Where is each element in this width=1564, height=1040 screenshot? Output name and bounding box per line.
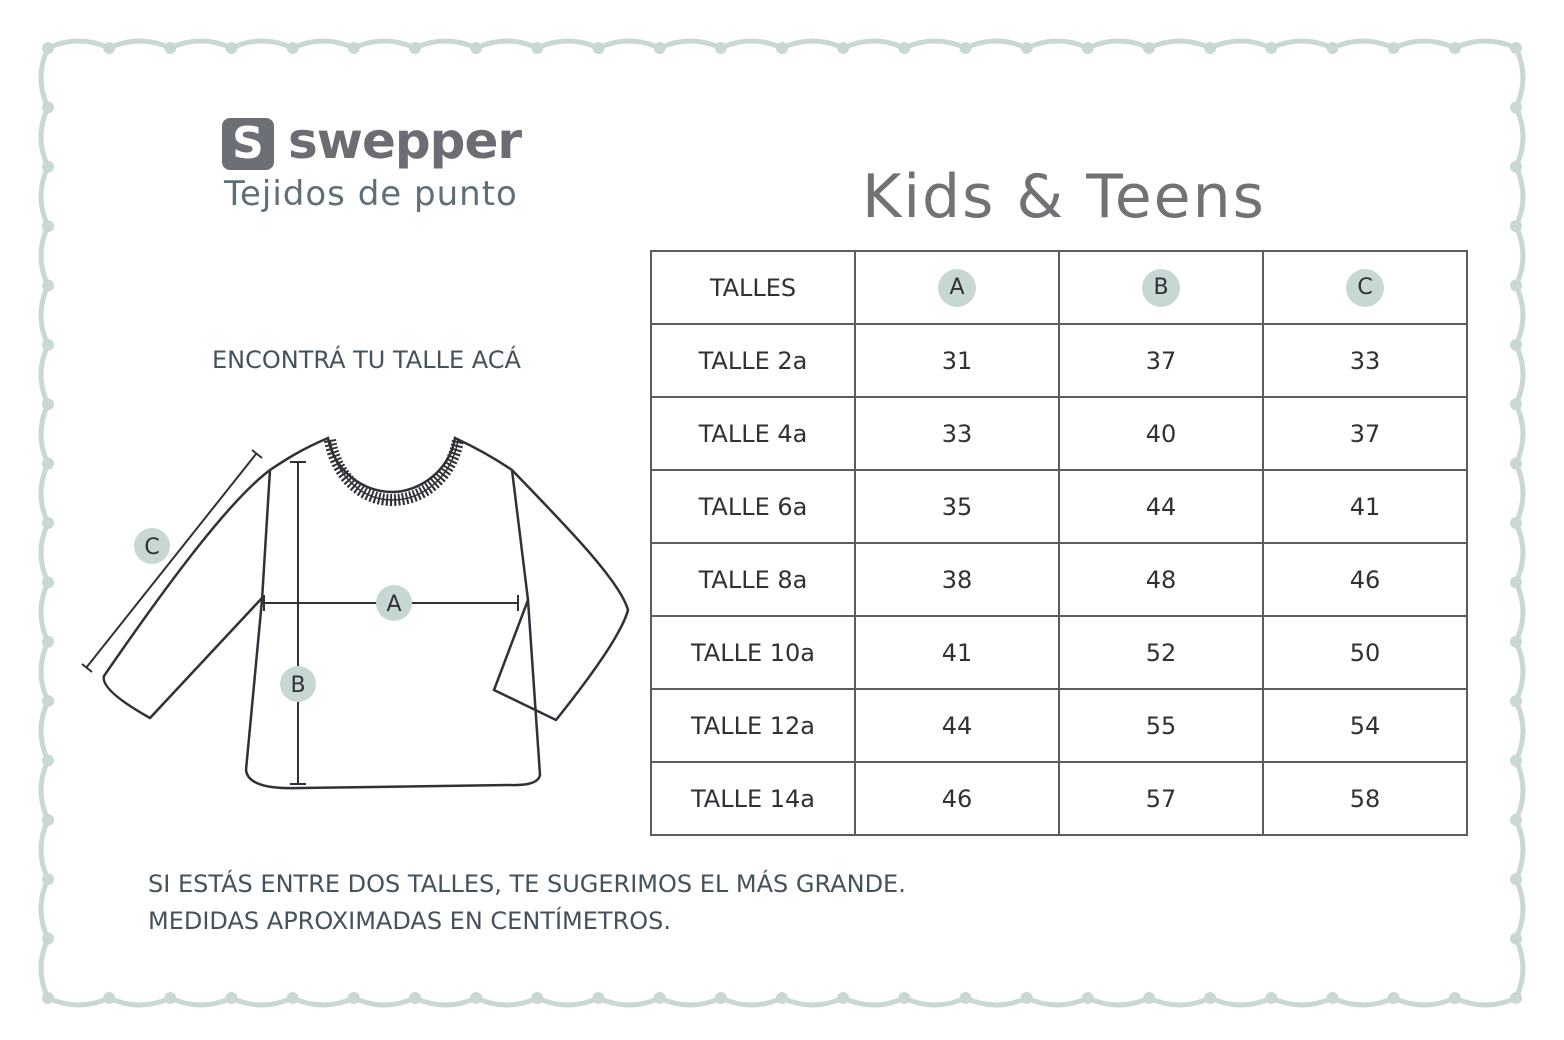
frame-dot xyxy=(42,695,54,707)
header-b-badge: B xyxy=(1142,269,1180,307)
value-c-cell: 50 xyxy=(1263,616,1467,689)
frame-dot xyxy=(1510,101,1522,113)
frame-dot xyxy=(1082,42,1094,54)
frame-dot xyxy=(42,576,54,588)
frame-dot xyxy=(776,42,788,54)
find-size-label: ENCONTRÁ TU TALLE ACÁ xyxy=(212,346,521,374)
frame-dot xyxy=(776,992,788,1004)
value-c-cell: 58 xyxy=(1263,762,1467,835)
frame-dot xyxy=(42,280,54,292)
value-a-cell: 38 xyxy=(855,543,1059,616)
value-b-cell: 44 xyxy=(1059,470,1263,543)
frame-dot xyxy=(42,42,54,54)
frame-dot xyxy=(837,42,849,54)
size-cell: TALLE 8a xyxy=(651,543,855,616)
size-cell: TALLE 10a xyxy=(651,616,855,689)
value-a-cell: 31 xyxy=(855,324,1059,397)
value-c-cell: 41 xyxy=(1263,470,1467,543)
value-c-cell: 54 xyxy=(1263,689,1467,762)
frame-dot xyxy=(164,42,176,54)
frame-dot xyxy=(103,42,115,54)
frame-dot xyxy=(1204,992,1216,1004)
frame-dot xyxy=(1143,992,1155,1004)
frame-dot xyxy=(1510,695,1522,707)
size-cell: TALLE 12a xyxy=(651,689,855,762)
frame-dot xyxy=(348,42,360,54)
frame-dot xyxy=(42,101,54,113)
table-row xyxy=(651,324,1467,397)
frame-dot xyxy=(1082,992,1094,1004)
frame-dot xyxy=(226,42,238,54)
frame-dot xyxy=(1449,42,1461,54)
frame-dot xyxy=(287,42,299,54)
frame-dot xyxy=(1510,576,1522,588)
value-c-cell: 37 xyxy=(1263,397,1467,470)
frame-dot xyxy=(1510,398,1522,410)
table-row xyxy=(651,470,1467,543)
sweater-left-sleeve xyxy=(104,470,270,718)
value-c-cell: 46 xyxy=(1263,543,1467,616)
value-a-cell: 44 xyxy=(855,689,1059,762)
table-row xyxy=(651,616,1467,689)
frame-dot xyxy=(654,992,666,1004)
value-b-cell: 48 xyxy=(1059,543,1263,616)
frame-dot xyxy=(42,992,54,1004)
frame-dot xyxy=(1510,755,1522,767)
frame-dot xyxy=(898,42,910,54)
frame-dot xyxy=(42,517,54,529)
frame-dot xyxy=(1510,873,1522,885)
frame-dot xyxy=(1510,814,1522,826)
header-a xyxy=(855,251,1059,324)
table-row xyxy=(651,689,1467,762)
brand-subtitle: Tejidos de punto xyxy=(224,174,518,214)
note-measurements: MEDIDAS APROXIMADAS EN CENTÍMETROS. xyxy=(148,907,671,935)
frame-dot xyxy=(42,398,54,410)
frame-dot xyxy=(593,992,605,1004)
frame-dot xyxy=(715,42,727,54)
frame-dot xyxy=(226,992,238,1004)
size-cell: TALLE 6a xyxy=(651,470,855,543)
value-a-cell: 46 xyxy=(855,762,1059,835)
table-row xyxy=(651,543,1467,616)
size-cell: TALLE 2a xyxy=(651,324,855,397)
table-row xyxy=(651,762,1467,835)
frame-dot xyxy=(409,42,421,54)
value-b-cell: 52 xyxy=(1059,616,1263,689)
frame-dot xyxy=(898,992,910,1004)
value-b-cell: 57 xyxy=(1059,762,1263,835)
frame-dot xyxy=(1021,992,1033,1004)
value-a-cell: 41 xyxy=(855,616,1059,689)
header-c xyxy=(1263,251,1467,324)
frame-dot xyxy=(1510,161,1522,173)
value-b-cell: 37 xyxy=(1059,324,1263,397)
table-header-row xyxy=(651,251,1467,324)
value-a-cell: 35 xyxy=(855,470,1059,543)
frame-dot xyxy=(42,933,54,945)
frame-dot xyxy=(1388,992,1400,1004)
header-b xyxy=(1059,251,1263,324)
frame-dot xyxy=(1327,992,1339,1004)
frame-dot xyxy=(1327,42,1339,54)
frame-dot xyxy=(1510,517,1522,529)
label-a: A xyxy=(386,592,402,617)
frame-dot xyxy=(1510,636,1522,648)
frame-dot xyxy=(42,458,54,470)
frame-dot xyxy=(287,992,299,1004)
value-b-cell: 55 xyxy=(1059,689,1263,762)
frame-dot xyxy=(42,339,54,351)
frame-dot xyxy=(654,42,666,54)
frame-dot xyxy=(837,992,849,1004)
frame-dot xyxy=(42,220,54,232)
frame-dot xyxy=(164,992,176,1004)
brand-block xyxy=(222,112,542,222)
frame-dot xyxy=(348,992,360,1004)
frame-dot xyxy=(470,992,482,1004)
header-c-badge: C xyxy=(1346,269,1384,307)
frame-dot xyxy=(1449,992,1461,1004)
frame-dot xyxy=(593,42,605,54)
page-title: Kids & Teens xyxy=(862,162,1266,232)
frame-dot xyxy=(960,992,972,1004)
sweater-right-sleeve xyxy=(494,470,628,720)
header-a-badge: A xyxy=(938,269,976,307)
label-b: B xyxy=(290,673,306,698)
frame-dot xyxy=(470,42,482,54)
frame-dot xyxy=(42,814,54,826)
size-cell: TALLE 14a xyxy=(651,762,855,835)
value-a-cell: 33 xyxy=(855,397,1059,470)
frame-dot xyxy=(960,42,972,54)
frame-dot xyxy=(103,992,115,1004)
frame-dot xyxy=(1265,42,1277,54)
value-c-cell: 33 xyxy=(1263,324,1467,397)
size-table xyxy=(650,250,1468,836)
frame-dot xyxy=(1265,992,1277,1004)
brand-name: swepper xyxy=(288,112,522,170)
frame-dot xyxy=(1510,280,1522,292)
frame-dot xyxy=(1510,339,1522,351)
sweater-diagram xyxy=(70,430,650,800)
frame-dot xyxy=(715,992,727,1004)
frame-dot xyxy=(531,42,543,54)
value-b-cell: 40 xyxy=(1059,397,1263,470)
header-talles: TALLES xyxy=(651,251,855,324)
frame-dot xyxy=(1510,220,1522,232)
frame-dot xyxy=(409,992,421,1004)
frame-dot xyxy=(1510,458,1522,470)
frame-dot xyxy=(42,161,54,173)
frame-dot xyxy=(1510,992,1522,1004)
frame-dot xyxy=(531,992,543,1004)
frame-dot xyxy=(1021,42,1033,54)
table-row xyxy=(651,397,1467,470)
size-cell: TALLE 4a xyxy=(651,397,855,470)
label-c: C xyxy=(144,535,160,560)
frame-dot xyxy=(1388,42,1400,54)
frame-dot xyxy=(42,873,54,885)
frame-dot xyxy=(42,636,54,648)
brand-logo: S xyxy=(222,118,274,170)
frame-dot xyxy=(42,755,54,767)
frame-dot xyxy=(1204,42,1216,54)
frame-dot xyxy=(1143,42,1155,54)
note-size-advice: SI ESTÁS ENTRE DOS TALLES, TE SUGERIMOS EL MÁS GRANDE. xyxy=(148,870,906,898)
frame-dot xyxy=(1510,933,1522,945)
frame-dot xyxy=(1510,42,1522,54)
